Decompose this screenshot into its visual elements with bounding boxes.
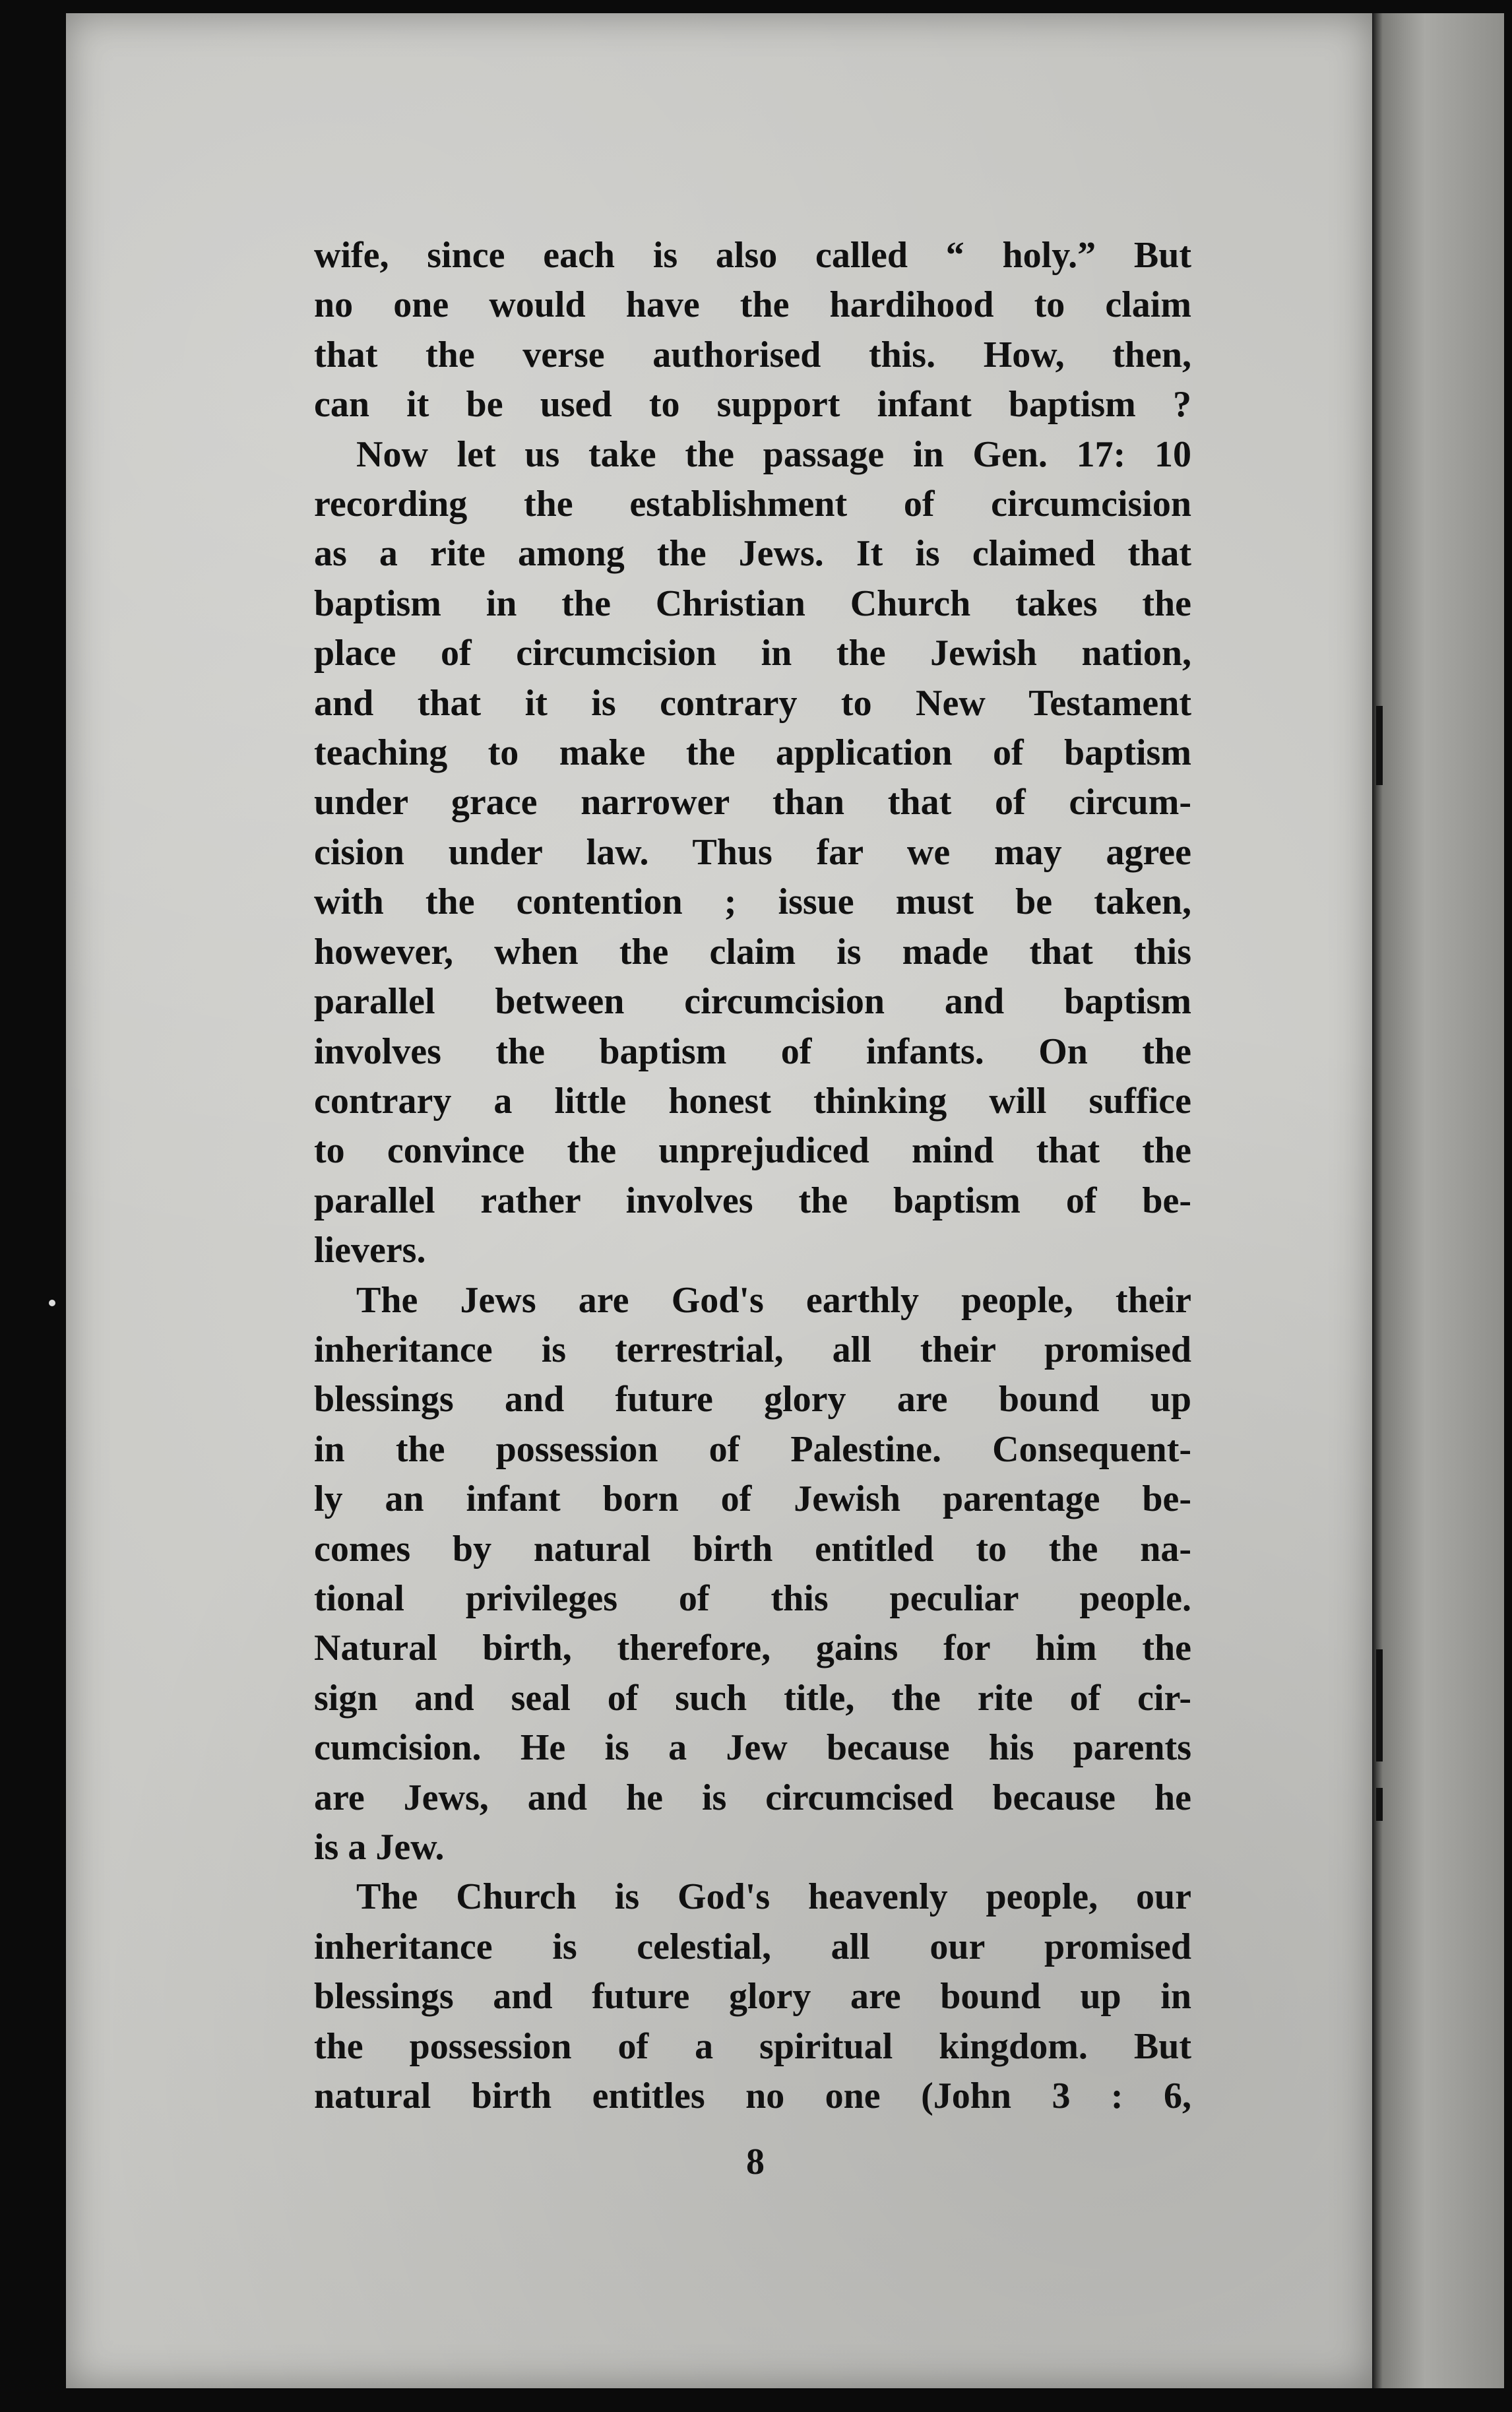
text-line: cumcision. He is a Jew because his parents (314, 1727, 1191, 1769)
text-line: contrary a little honest thinking will suffice (314, 1080, 1191, 1122)
adjacent-page-edge (1372, 13, 1504, 2388)
binding-mark (1376, 1649, 1383, 1761)
page-number: 8 (746, 2142, 765, 2182)
text-line: can it be used to support infant baptism ? (314, 384, 1191, 426)
text-line: inheritance is terrestrial, all their promised (314, 1329, 1191, 1370)
text-line: Natural birth, therefore, gains for him the (314, 1628, 1191, 1669)
text-line: parallel rather involves the baptism of be- (314, 1180, 1191, 1221)
text-line: as a rite among the Jews. It is claimed that (314, 533, 1191, 575)
scan-speck (49, 1300, 55, 1306)
text-line: wife, since each is also called “ holy.” But (314, 235, 1191, 276)
text-line: The Jews are God's earthly people, their (356, 1279, 1191, 1321)
text-line: recording the establishment of circumcision (314, 484, 1191, 525)
text-line: ly an infant born of Jewish parentage be- (314, 1478, 1191, 1520)
text-line: The Church is God's heavenly people, our (356, 1876, 1191, 1918)
text-line: place of circumcision in the Jewish nation, (314, 633, 1191, 674)
text-line: baptism in the Christian Church takes the (314, 583, 1191, 624)
text-line: no one would have the hardihood to claim (314, 284, 1191, 326)
binding-mark (1376, 706, 1383, 785)
text-line: tional privileges of this peculiar people. (314, 1577, 1191, 1619)
text-line: sign and seal of such title, the rite of cir- (314, 1677, 1191, 1719)
text-line: parallel between circumcision and baptism (314, 981, 1191, 1023)
text-line: comes by natural birth entitled to the na- (314, 1528, 1191, 1570)
text-line: under grace narrower than that of circum- (314, 782, 1191, 823)
text-line: the possession of a spiritual kingdom. But (314, 2025, 1191, 2067)
text-line: involves the baptism of infants. On the (314, 1031, 1191, 1072)
text-line: natural birth entitles no one (John 3 : 6, (314, 2076, 1191, 2117)
binding-mark (1376, 1788, 1383, 1821)
text-line: and that it is contrary to New Testament (314, 682, 1191, 724)
text-line: inheritance is celestial, all our promised (314, 1926, 1191, 1967)
text-line: in the possession of Palestine. Consequent- (314, 1428, 1191, 1470)
text-line: however, when the claim is made that this (314, 931, 1191, 972)
text-line: that the verse authorised this. How, then, (314, 334, 1191, 375)
text-line: is a Jew. (314, 1827, 445, 1868)
text-line: Now let us take the passage in Gen. 17: 10 (356, 433, 1191, 475)
text-line: blessings and future glory are bound up in (314, 1976, 1191, 2017)
text-line: lievers. (314, 1230, 426, 1271)
text-line: blessings and future glory are bound up (314, 1379, 1191, 1420)
body-text (314, 231, 1191, 2121)
text-line: to convince the unprejudiced mind that the (314, 1130, 1191, 1172)
text-line: are Jews, and he is circumcised because he (314, 1777, 1191, 1818)
text-line: teaching to make the application of baptism (314, 732, 1191, 774)
text-line: with the contention ; issue must be taken, (314, 881, 1191, 923)
text-line: cision under law. Thus far we may agree (314, 831, 1191, 873)
